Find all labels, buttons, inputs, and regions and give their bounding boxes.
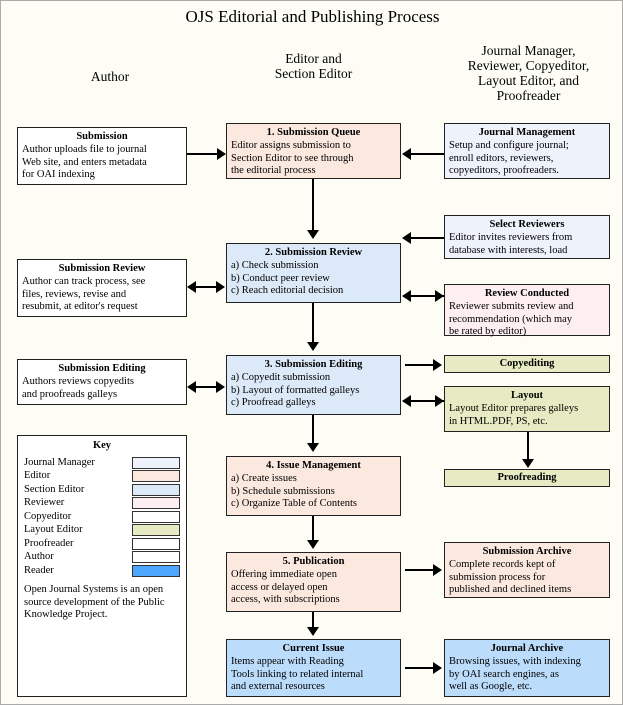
arrow-publication-to-current-issue xyxy=(312,612,314,628)
key-item-proofreader: Proofreader xyxy=(24,538,180,551)
key-swatch-proofreader xyxy=(132,538,180,550)
key-swatch-reviewer xyxy=(132,497,180,509)
key-item-reviewer: Reviewer xyxy=(24,497,180,510)
box-review-conducted: Review Conducted Reviewer submits review and recommendation (which may be rated by editor) xyxy=(444,284,610,336)
box-submission-review-author: Submission Review Author can track process, see files, reviews, revise and resubmit, at editor's request xyxy=(17,259,187,317)
key-swatch-section-editor xyxy=(132,484,180,496)
box-submission-review: 2. Submission Review a) Check submission b) Conduct peer review c) Reach editorial decision xyxy=(226,243,401,303)
box-select-reviewers: Select Reviewers Editor invites reviewers from database with interests, load xyxy=(444,215,610,259)
arrowhead-editing-to-layout-left xyxy=(402,395,411,407)
arrowhead-current-issue-to-journal-archive xyxy=(433,662,442,674)
arrowhead-submission-to-queue xyxy=(217,148,226,160)
box-submission-queue: 1. Submission Queue Editor assigns submission to Section Editor to see through the editorial process xyxy=(226,123,401,179)
arrowhead-editing-to-copyediting xyxy=(433,359,442,371)
arrowhead-publication-to-archive xyxy=(433,564,442,576)
arrowhead-editing-to-issue xyxy=(307,443,319,452)
key-swatch-editor xyxy=(132,470,180,482)
arrow-publication-to-archive xyxy=(405,569,435,571)
box-journal-management: Journal Management Setup and configure journal; enroll editors, reviewers, copyeditors, proofreaders. xyxy=(444,123,610,179)
key-item-section-editor: Section Editor xyxy=(24,484,180,497)
arrow-current-issue-to-journal-archive xyxy=(405,667,435,669)
arrowhead-select-reviewers-to-review xyxy=(402,232,411,244)
page-title: OJS Editorial and Publishing Process xyxy=(185,7,440,26)
key-note: Open Journal Systems is an open source development of the Public Knowledge Project. xyxy=(24,584,165,620)
key-item-copyeditor: Copyeditor xyxy=(24,511,180,524)
box-submission-archive: Submission Archive Complete records kept of submission process for published and declined items xyxy=(444,542,610,598)
arrowhead-author-review-right xyxy=(216,281,225,293)
arrow-review-to-editing xyxy=(312,303,314,343)
column-header-editor: Editor and Section Editor xyxy=(274,51,353,81)
arrow-submission-to-queue xyxy=(187,153,219,155)
arrowhead-review-to-editing xyxy=(307,342,319,351)
key-item-editor: Editor xyxy=(24,470,180,483)
box-layout: Layout Layout Editor prepares galleys in HTML.PDF, PS, etc. xyxy=(444,386,610,432)
column-header-author-label: Author xyxy=(90,69,130,84)
arrow-issue-to-publication xyxy=(312,516,314,541)
box-submission-editing: 3. Submission Editing a) Copyedit submission b) Layout of formatted galleys c) Proofread galleys xyxy=(226,355,401,415)
arrowhead-author-editing-left xyxy=(187,381,196,393)
key-swatch-author xyxy=(132,551,180,563)
arrow-select-reviewers-to-review xyxy=(411,237,444,239)
key-item-layout-editor: Layout Editor xyxy=(24,524,180,537)
box-issue-management: 4. Issue Management a) Create issues b) Schedule submissions c) Organize Table of Contents xyxy=(226,456,401,516)
box-journal-archive: Journal Archive Browsing issues, with indexing by OAI search engines, as well as Google, etc. xyxy=(444,639,610,697)
key-swatch-reader xyxy=(132,565,180,577)
arrow-editing-to-copyediting xyxy=(405,364,435,366)
box-proofreading: Proofreading xyxy=(444,469,610,487)
arrowhead-issue-to-publication xyxy=(307,540,319,549)
arrowhead-publication-to-current-issue xyxy=(307,627,319,636)
arrowhead-review-to-conducted-right xyxy=(435,290,444,302)
key-swatch-copyeditor xyxy=(132,511,180,523)
arrowhead-author-review-left xyxy=(187,281,196,293)
arrow-jm-to-queue xyxy=(411,153,444,155)
box-publication: 5. Publication Offering immediate open access or delayed open access, with subscriptions xyxy=(226,552,401,612)
key-swatch-journal-manager xyxy=(132,457,180,469)
arrow-layout-to-proofreading xyxy=(527,432,529,460)
column-header-others: Journal Manager, Reviewer, Copyeditor, Layout Editor, and Proofreader xyxy=(467,43,590,103)
key-panel xyxy=(17,435,187,697)
box-copyediting: Copyediting xyxy=(444,355,610,373)
key-item-author: Author xyxy=(24,551,180,564)
key-swatch-layout-editor xyxy=(132,524,180,536)
box-current-issue: Current Issue Items appear with Reading Tools linking to related internal and external resources xyxy=(226,639,401,697)
arrowhead-review-to-conducted-left xyxy=(402,290,411,302)
box-submission: Submission Author uploads file to journal Web site, and enters metadata for OAI indexing xyxy=(17,127,187,185)
arrowhead-editing-to-layout-right xyxy=(435,395,444,407)
key-item-journal-manager: Journal Manager xyxy=(24,457,180,470)
key-title: Key xyxy=(92,440,112,451)
arrow-queue-to-review xyxy=(312,179,314,231)
key-item-reader: Reader xyxy=(24,565,180,578)
column-header-author xyxy=(45,69,175,84)
arrow-editing-to-issue xyxy=(312,415,314,445)
arrowhead-queue-to-review xyxy=(307,230,319,239)
box-submission-editing-author: Submission Editing Authors reviews copyedits and proofreads galleys xyxy=(17,359,187,405)
arrowhead-layout-to-proofreading xyxy=(522,459,534,468)
arrowhead-jm-to-queue xyxy=(402,148,411,160)
arrowhead-author-editing-right xyxy=(216,381,225,393)
